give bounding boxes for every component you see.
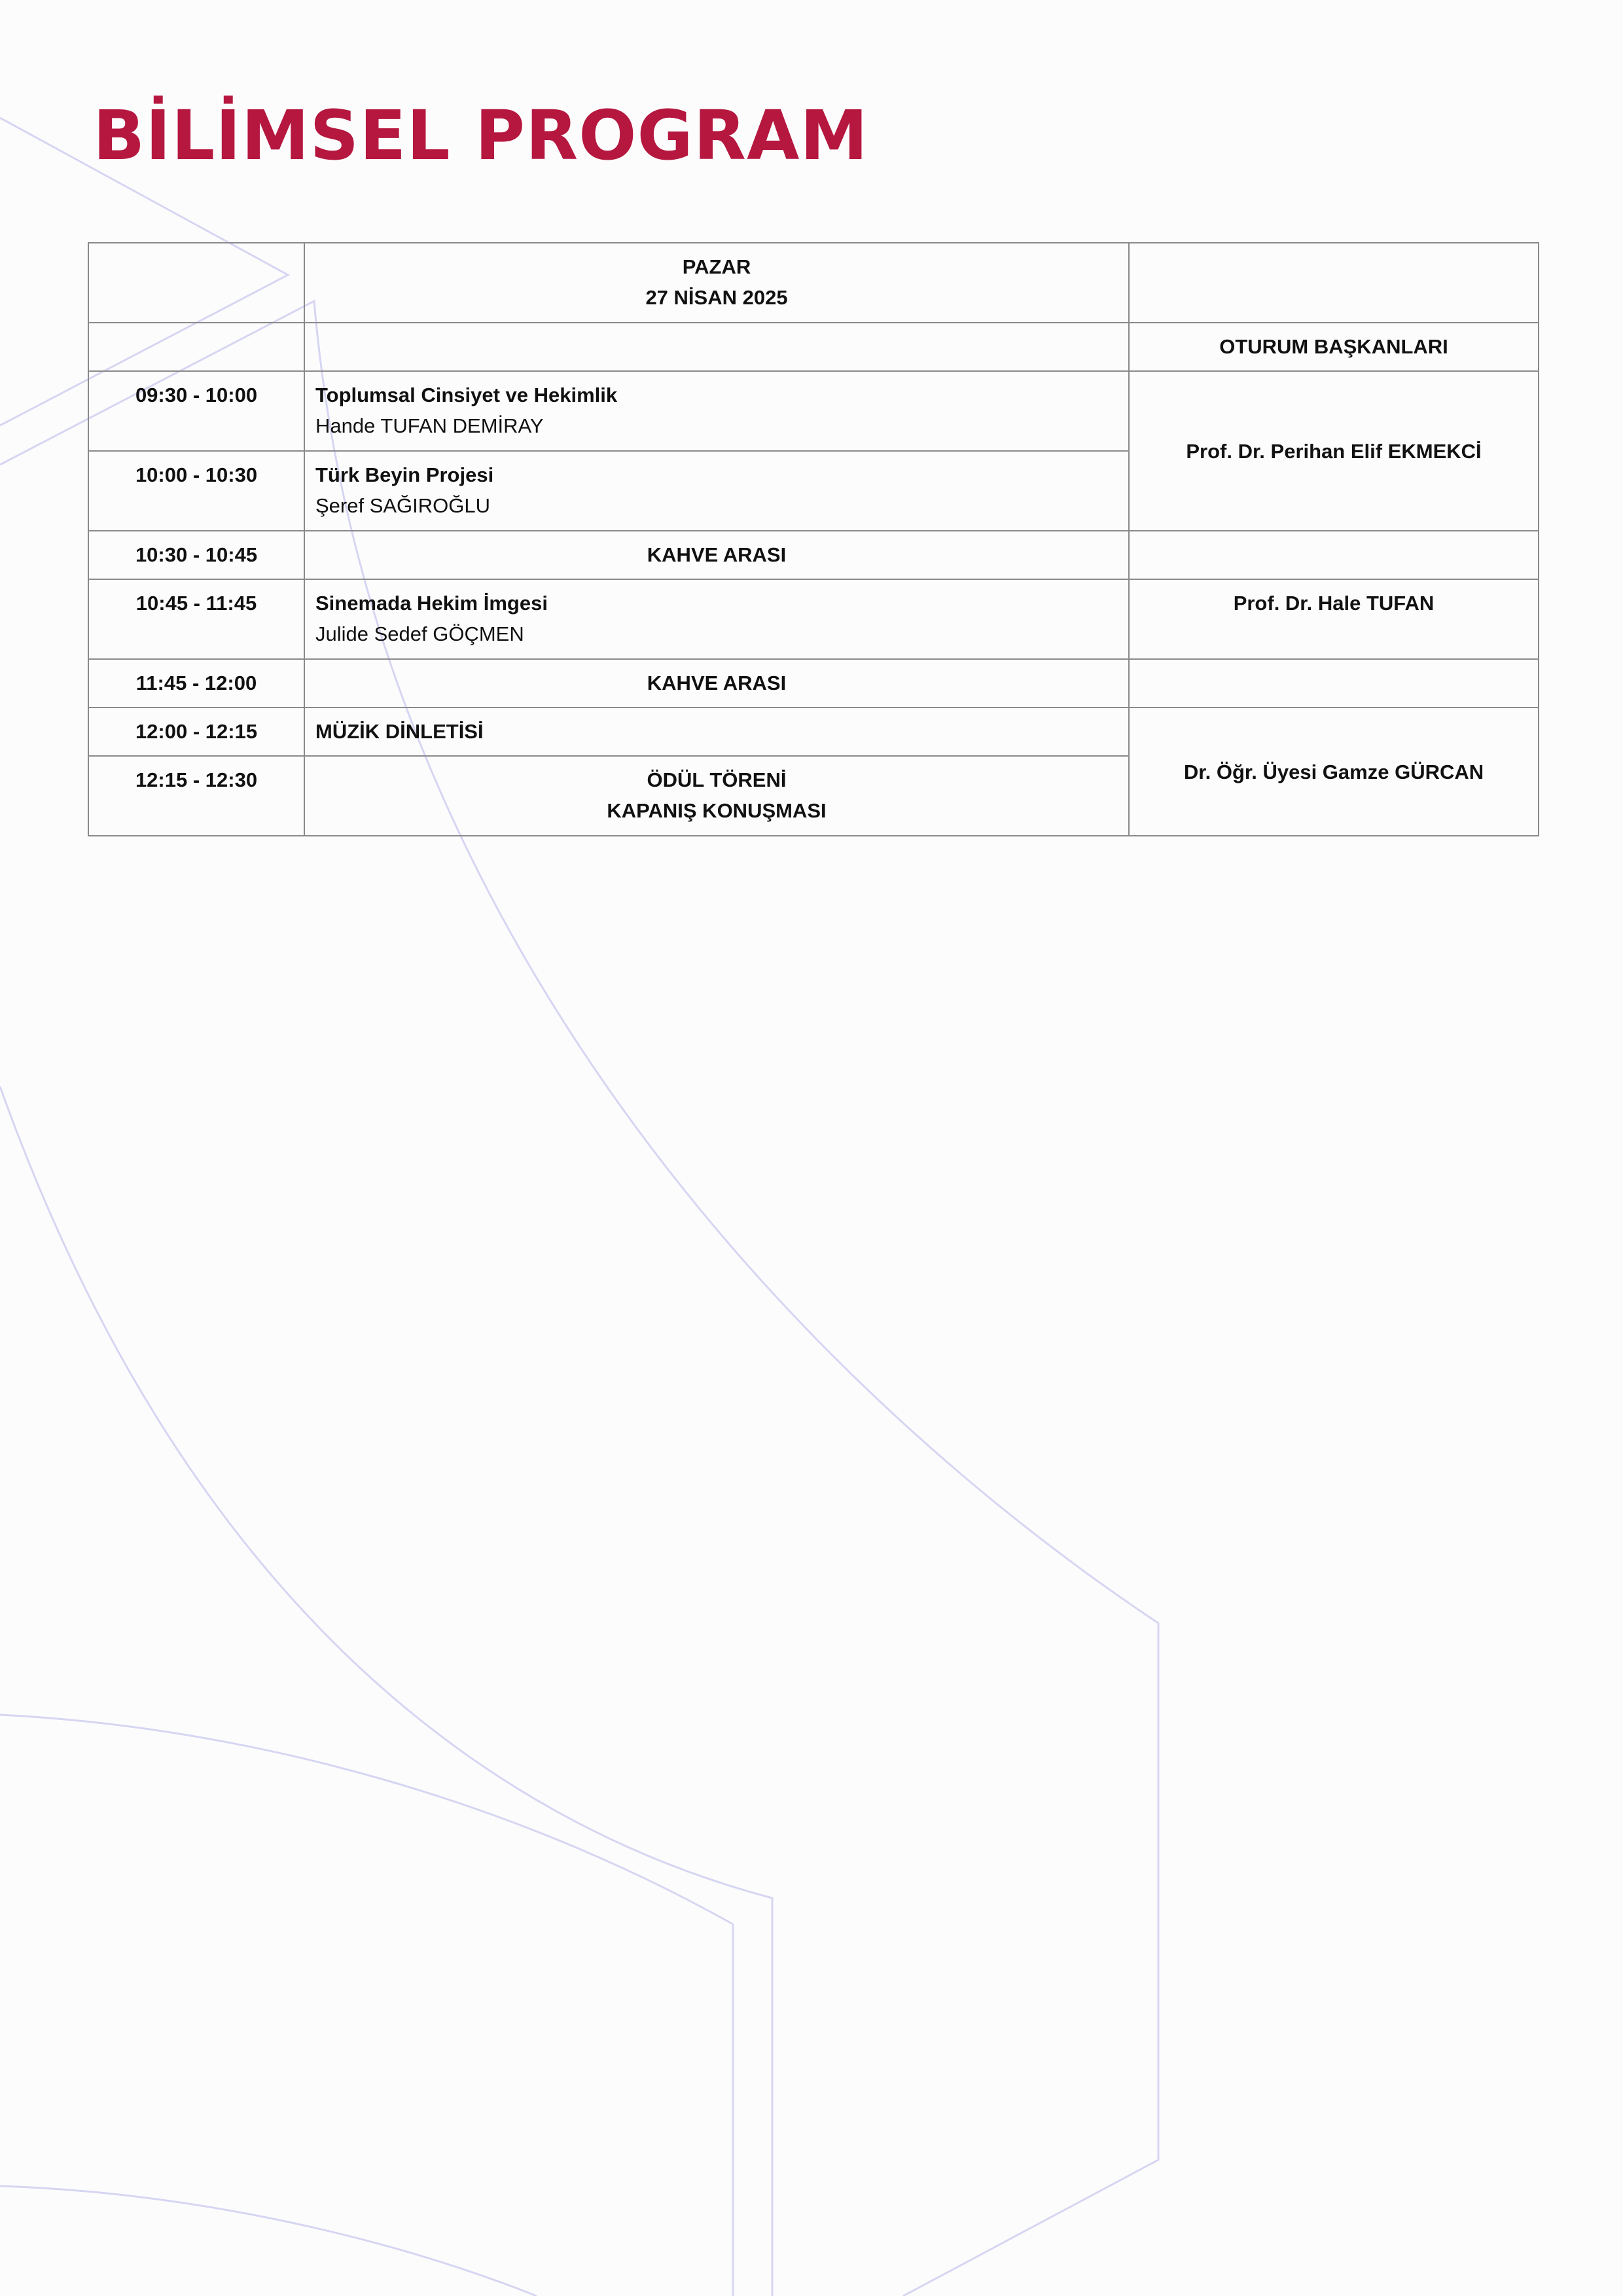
- break-cell: KAHVE ARASI: [304, 659, 1129, 708]
- session-title: Sinemada Hekim İmgesi: [315, 592, 548, 615]
- session-speaker: Hande TUFAN DEMİRAY: [315, 414, 544, 437]
- session-cell: [304, 371, 1129, 451]
- empty-cell: [1129, 659, 1539, 708]
- time-cell: 10:00 - 10:30: [88, 451, 304, 531]
- chair-cell: Prof. Dr. Hale TUFAN: [1129, 579, 1539, 659]
- page-title: BİLİMSEL PROGRAM: [93, 96, 868, 175]
- session-cell: [304, 756, 1129, 836]
- table-row: [88, 531, 1539, 579]
- time-cell: 09:30 - 10:00: [88, 371, 304, 451]
- session-title: Toplumsal Cinsiyet ve Hekimlik: [315, 384, 618, 406]
- session-cell: [304, 708, 1129, 756]
- session-title: Türk Beyin Projesi: [315, 463, 494, 486]
- program-table: [88, 242, 1539, 836]
- chair-cell: Prof. Dr. Perihan Elif EKMEKCİ: [1129, 371, 1539, 531]
- empty-cell: [88, 243, 304, 323]
- table-row: [88, 371, 1539, 451]
- session-cell: [304, 451, 1129, 531]
- time-cell: 12:00 - 12:15: [88, 708, 304, 756]
- break-cell: KAHVE ARASI: [304, 531, 1129, 579]
- time-cell: 10:30 - 10:45: [88, 531, 304, 579]
- session-cell: [304, 579, 1129, 659]
- date: 27 NİSAN 2025: [645, 286, 788, 309]
- empty-cell: [88, 323, 304, 371]
- chairs-header-row: [88, 323, 1539, 371]
- session-speaker: Julide Sedef GÖÇMEN: [315, 622, 524, 645]
- chair-cell: Dr. Öğr. Üyesi Gamze GÜRCAN: [1129, 708, 1539, 836]
- day-header: [304, 243, 1129, 323]
- table-row: [88, 659, 1539, 708]
- empty-cell: [1129, 531, 1539, 579]
- weekday: PAZAR: [682, 255, 751, 278]
- award-ceremony: ÖDÜL TÖRENİ: [647, 768, 787, 791]
- day-header-row: [88, 243, 1539, 323]
- time-cell: 10:45 - 11:45: [88, 579, 304, 659]
- table-row: [88, 579, 1539, 659]
- time-cell: 11:45 - 12:00: [88, 659, 304, 708]
- time-cell: 12:15 - 12:30: [88, 756, 304, 836]
- empty-cell: [304, 323, 1129, 371]
- chairs-header: OTURUM BAŞKANLARI: [1129, 323, 1539, 371]
- session-title: MÜZİK DİNLETİSİ: [315, 720, 484, 743]
- empty-cell: [1129, 243, 1539, 323]
- session-speaker: Şeref SAĞIROĞLU: [315, 494, 491, 517]
- table-row: [88, 708, 1539, 756]
- closing-speech: KAPANIŞ KONUŞMASI: [607, 799, 827, 822]
